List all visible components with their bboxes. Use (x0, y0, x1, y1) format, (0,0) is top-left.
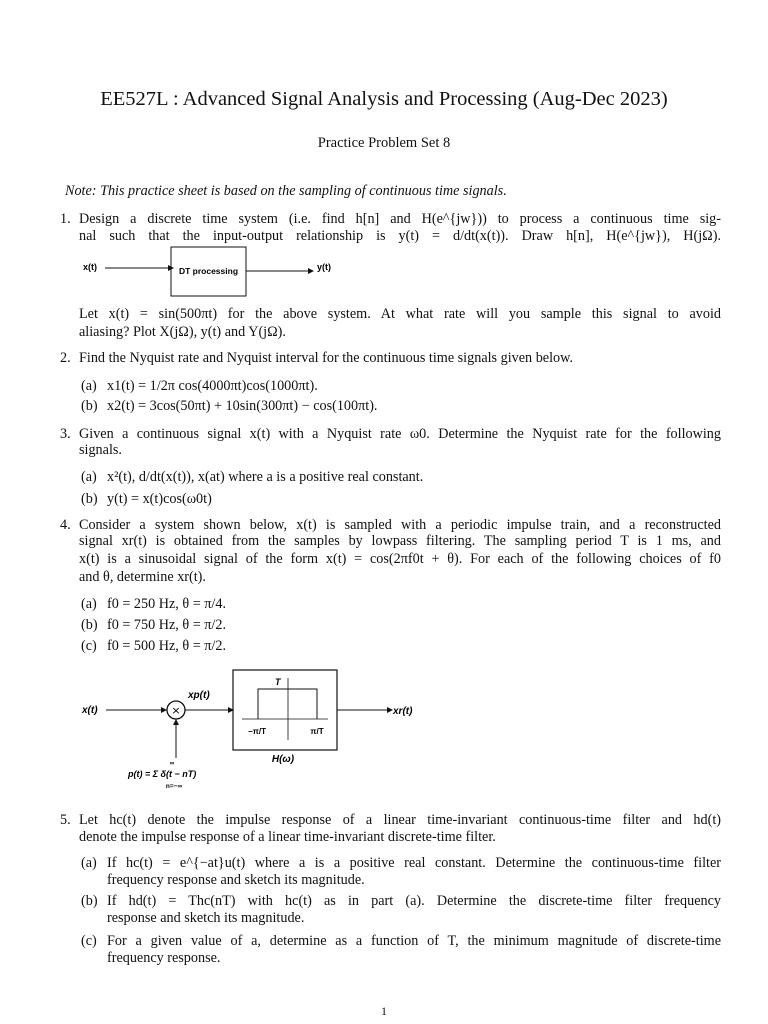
problem-3-line-2: signals. (79, 442, 122, 458)
problem-1-line-1: Design a discrete time system (i.e. find h[n] and H(e^{jw})) to process a continuous time sig- (79, 211, 721, 227)
problem-2b-text: x2(t) = 3cos(50πt) + 10sin(300πt) − cos(100πt). (107, 398, 378, 414)
fig4-filter-block (233, 670, 337, 750)
problem-4-number: 4. (60, 517, 71, 533)
problem-5a-line-1: If hc(t) = e^{−at}u(t) where a is a positive real constant. Determine the continuous-time filter (107, 855, 721, 871)
fig4-gain-label: T (275, 677, 281, 687)
fig1-block-label: DT processing (178, 266, 239, 276)
problem-3a-label: (a) (81, 469, 97, 485)
problem-4-line-4: and θ, determine xr(t). (79, 569, 206, 585)
fig4-impulse-train: p(t) = Σ δ(t − nT) (128, 769, 197, 779)
document-subtitle: Practice Problem Set 8 (317, 135, 451, 151)
fig1-output-arrowhead (308, 268, 314, 274)
fig4-sum-upper: ∞ (169, 760, 175, 767)
problem-2-number: 2. (60, 350, 71, 366)
page-number: 1 (381, 1004, 387, 1018)
problem-5c-label: (c) (81, 933, 97, 949)
problem-1-followup-1: Let x(t) = sin(500πt) for the above system. At what rate will you sample this signal to avoid (79, 306, 721, 322)
problem-5a-line-2: frequency response and sketch its magnitude. (107, 872, 365, 888)
problem-4a-text: f0 = 250 Hz, θ = π/4. (107, 596, 227, 612)
problem-1-followup-2: aliasing? Plot X(jΩ), y(t) and Y(jΩ). (79, 324, 286, 340)
note: Note: This practice sheet is based on the sampling of continuous time signals. (65, 183, 507, 199)
problem-2a-label: (a) (81, 378, 97, 394)
problem-3-number: 3. (60, 426, 71, 442)
fig4-input-label: x(t) (82, 705, 98, 716)
problem-5a-label: (a) (81, 855, 97, 871)
dt-processing-diagram (78, 244, 378, 300)
problem-4-line-3: x(t) is a sinusoidal signal of the form x(t) = cos(2πf0t + θ). For each of the following choices of f0 (79, 551, 721, 567)
fig4-sum-lower: n=−∞ (165, 783, 183, 790)
problem-3-line-1: Given a continuous signal x(t) with a Nyquist rate ω0. Determine the Nyquist rate for the following (79, 426, 721, 442)
problem-3b-text: y(t) = x(t)cos(ω0t) (107, 491, 212, 507)
problem-2a-text: x1(t) = 1/2π cos(4000πt)cos(1000πt). (107, 378, 318, 394)
problem-3b-label: (b) (81, 491, 98, 507)
fig4-filter-label: H(ω) (271, 754, 295, 765)
problem-4b-label: (b) (81, 617, 98, 633)
document-title: EE527L : Advanced Signal Analysis and Processing (Aug-Dec 2023) (100, 88, 668, 110)
problem-4-line-2: signal xr(t) is obtained from the samples by lowpass filtering. The sampling period T is 1 ms, and (79, 533, 721, 549)
problem-5b-label: (b) (81, 893, 98, 909)
problem-5b-line-2: response and sketch its magnitude. (107, 910, 305, 926)
problem-2-line-1: Find the Nyquist rate and Nyquist interval for the continuous time signals given below. (79, 350, 573, 366)
fig4-input-arrowhead (161, 707, 167, 713)
problem-5-line-2: denote the impulse response of a linear time-invariant discrete-time filter. (79, 829, 496, 845)
fig4-impulse-arrowhead (173, 719, 179, 725)
problem-5c-line-1: For a given value of a, determine as a function of T, the minimum magnitude of discrete-time (107, 933, 721, 949)
sampling-system-diagram (70, 662, 430, 802)
problem-5-number: 5. (60, 812, 71, 828)
problem-5-line-1: Let hc(t) denote the impulse response of a linear time-invariant continuous-time filter and hd(t) (79, 812, 721, 828)
problem-1-number: 1. (60, 211, 71, 227)
fig1-input-label: x(t) (83, 262, 97, 272)
problem-4c-label: (c) (81, 638, 97, 654)
problem-3a-text: x²(t), d/dt(x(t)), x(at) where a is a positive real constant. (107, 469, 424, 485)
fig4-pos-cutoff: π/T (310, 727, 324, 736)
problem-1-line-2: nal such that the input-output relationship is y(t) = d/dt(x(t)). Draw h[n], H(e^{jw}), H(jΩ). (79, 228, 721, 244)
problem-4a-label: (a) (81, 596, 97, 612)
fig4-multiplier-symbol: × (171, 704, 181, 717)
problem-5b-line-1: If hd(t) = Thc(nT) with hc(t) as in part (a). Determine the discrete-time filter frequency (107, 893, 721, 909)
problem-2b-label: (b) (81, 398, 98, 414)
problem-5c-line-2: frequency response. (107, 950, 221, 966)
fig4-neg-cutoff: −π/T (248, 727, 266, 736)
fig1-output-label: y(t) (317, 262, 331, 272)
fig4-sampled-label: xp(t) (188, 690, 210, 701)
fig4-output-label: xr(t) (393, 706, 413, 717)
problem-4-line-1: Consider a system shown below, x(t) is sampled with a periodic impulse train, and a reconstructed (79, 517, 721, 533)
problem-4c-text: f0 = 500 Hz, θ = π/2. (107, 638, 227, 654)
fig4-lowpass-response (258, 689, 317, 719)
problem-4b-text: f0 = 750 Hz, θ = π/2. (107, 617, 227, 633)
